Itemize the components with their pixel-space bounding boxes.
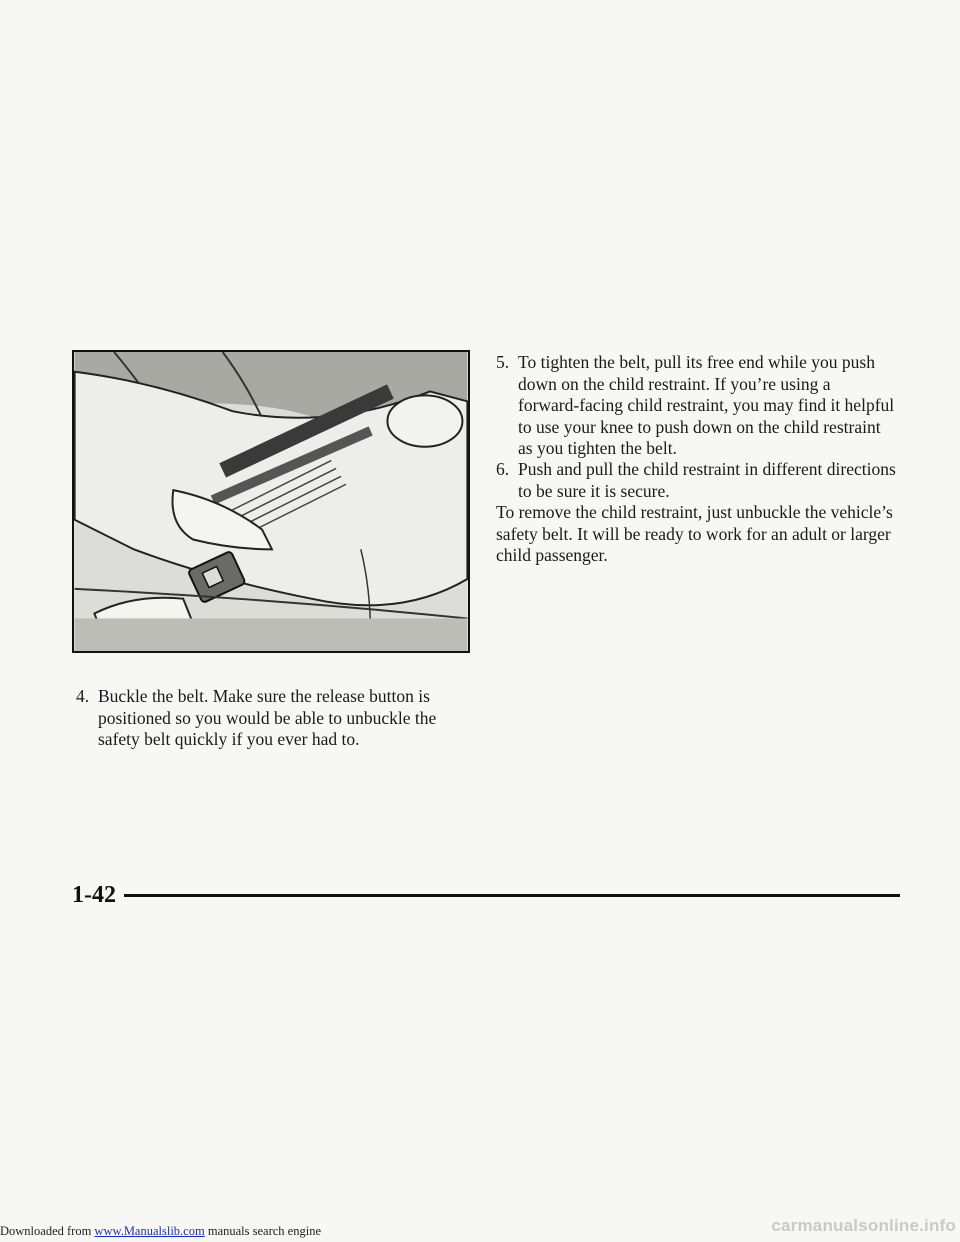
download-footer	[0, 1224, 321, 1238]
child-restraint-buckle-illustration	[72, 350, 470, 653]
step-text: To tighten the belt, pull its free end while you push down on the child restraint. If you’re using a forward-facing child restraint, you may find it helpful to use your knee to push down on the child restraint as you tighten the belt.	[518, 352, 895, 458]
footer-prefix: Downloaded from	[0, 1224, 95, 1238]
site-watermark: carmanualsonline.info	[771, 1216, 956, 1235]
step-text: Buckle the belt. Make sure the release button is positioned so you would be able to unbuckle the safety belt quickly if you ever had to.	[98, 686, 437, 749]
instruction-step-4	[76, 686, 476, 751]
step-text: Push and pull the child restraint in different directions to be sure it is secure.	[518, 459, 896, 501]
footer-rule	[124, 894, 900, 897]
remove-restraint-paragraph: To remove the child restraint, just unbuckle the vehicle’s safety belt. It will be ready to work for an adult or larger child passenger.	[496, 502, 893, 565]
step-number: 5.	[496, 352, 510, 372]
footer-suffix: manuals search engine	[204, 1224, 321, 1238]
manualslib-link[interactable]: www.Manualslib.com	[94, 1224, 205, 1238]
instruction-step-5	[496, 352, 896, 460]
step-number: 4.	[76, 686, 90, 706]
instruction-step-6	[496, 459, 896, 502]
step-number: 6.	[496, 459, 510, 479]
page-number: 1-42	[72, 882, 116, 908]
